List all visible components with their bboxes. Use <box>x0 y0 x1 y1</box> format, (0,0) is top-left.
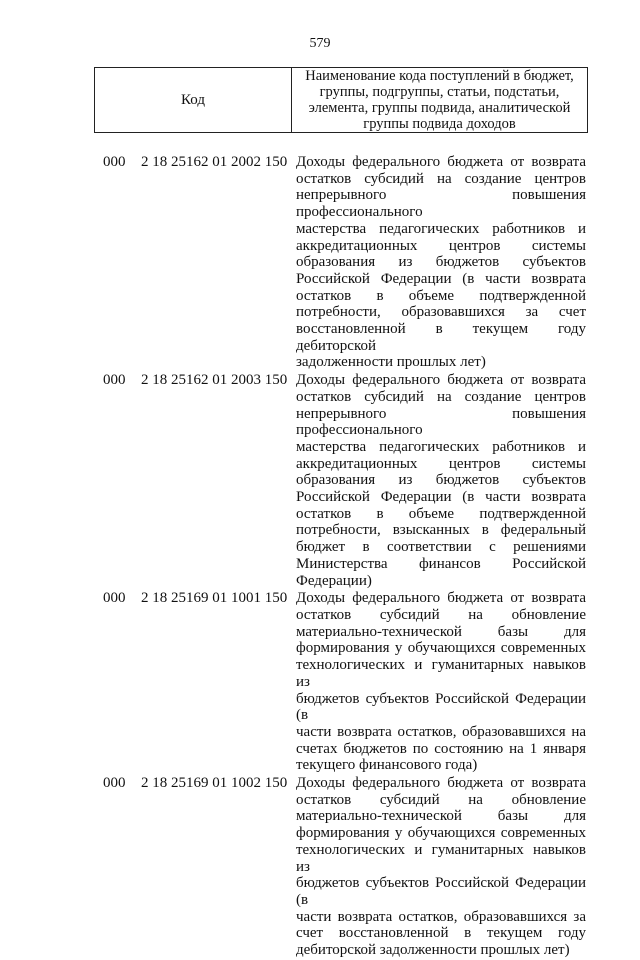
description-line: остатков субсидий на обновление <box>296 791 586 808</box>
table-row <box>0 775 640 959</box>
admin-code: 000 <box>103 154 126 170</box>
table-row <box>0 590 640 774</box>
description-line: формирования у обучающихся современных <box>296 825 586 842</box>
description-line: счетах бюджетов по состоянию на 1 января <box>296 740 586 757</box>
description-line: Доходы федерального бюджета от возврата <box>296 372 586 389</box>
description-line: Министерства финансов Российской <box>296 555 586 572</box>
page-number: 579 <box>309 36 331 51</box>
description-line: остатков в объеме подтвержденной <box>296 505 586 522</box>
description-line: остатков субсидий на создание центров <box>296 170 586 187</box>
code-column-header: Код <box>95 68 292 132</box>
description-line: материально-технической базы для <box>296 808 586 825</box>
description-line: образования из бюджетов субъектов <box>296 254 586 271</box>
revenue-description <box>296 590 586 774</box>
description-line: аккредитационных центров системы <box>296 237 586 254</box>
description-line: текущего финансового года) <box>296 757 478 774</box>
name-column-header: Наименование кода поступлений в бюджет, группы, подгруппы, статьи, подстатьи, элемента, группы подвида, аналитической группы подвида доходов <box>305 68 574 132</box>
description-line: аккредитационных центров системы <box>296 455 586 472</box>
revenue-code: 2 18 25162 01 2003 150 <box>141 372 288 389</box>
description-line: остатков в объеме подтвержденной <box>296 287 586 304</box>
revenue-code: 2 18 25169 01 1001 150 <box>141 590 288 607</box>
description-line: Российской Федерации (в части возврата <box>296 270 586 287</box>
description-line: Доходы федерального бюджета от возврата <box>296 590 586 607</box>
revenue-description <box>296 775 586 959</box>
description-line: непрерывного повышения профессионального <box>296 187 586 221</box>
description-line: бюджет в соответствии с решениями <box>296 539 586 556</box>
description-line: дебиторской задолженности прошлых лет) <box>296 942 570 959</box>
description-line: Доходы федерального бюджета от возврата <box>296 775 586 792</box>
description-line: непрерывного повышения профессионального <box>296 405 586 439</box>
admin-code: 000 <box>103 590 126 607</box>
description-line: Российской Федерации (в части возврата <box>296 489 586 506</box>
revenue-description <box>296 154 586 371</box>
description-line: остатков субсидий на создание центров <box>296 388 586 405</box>
description-line: материально-технической базы для <box>296 623 586 640</box>
revenue-code: 2 18 25162 01 2002 150 <box>141 154 288 170</box>
description-line: задолженности прошлых лет) <box>296 354 486 371</box>
description-line: образования из бюджетов субъектов <box>296 472 586 489</box>
revenue-code: 2 18 25169 01 1002 150 <box>141 775 288 792</box>
description-line: мастерства педагогических работников и <box>296 438 586 455</box>
description-line: Федерации) <box>296 572 372 589</box>
description-line: остатков субсидий на обновление <box>296 606 586 623</box>
description-line: мастерства педагогических работников и <box>296 220 586 237</box>
revenue-description <box>296 372 586 589</box>
description-line: технологических и гуманитарных навыков из <box>296 657 586 690</box>
admin-code: 000 <box>103 775 126 792</box>
description-line: Доходы федерального бюджета от возврата <box>296 154 586 170</box>
description-line: части возврата остатков, образовавшихся на <box>296 723 586 740</box>
admin-code: 000 <box>103 372 126 389</box>
description-line: потребности, взысканных в федеральный <box>296 522 586 539</box>
description-line: бюджетов субъектов Российской Федерации (в <box>296 875 586 908</box>
code-list <box>0 154 640 960</box>
description-line: бюджетов субъектов Российской Федерации (в <box>296 690 586 724</box>
table-row <box>0 154 640 371</box>
table-header <box>94 67 588 133</box>
table-row <box>0 372 640 589</box>
description-line: формирования у обучающихся современных <box>296 640 586 657</box>
description-line: счет восстановленной в текущем году <box>296 925 586 942</box>
description-line: части возврата остатков, образовавшихся за <box>296 908 586 925</box>
description-line: восстановленной в текущем году дебиторской <box>296 321 586 354</box>
description-line: потребности, образовавшихся за счет <box>296 304 586 321</box>
description-line: технологических и гуманитарных навыков из <box>296 841 586 875</box>
